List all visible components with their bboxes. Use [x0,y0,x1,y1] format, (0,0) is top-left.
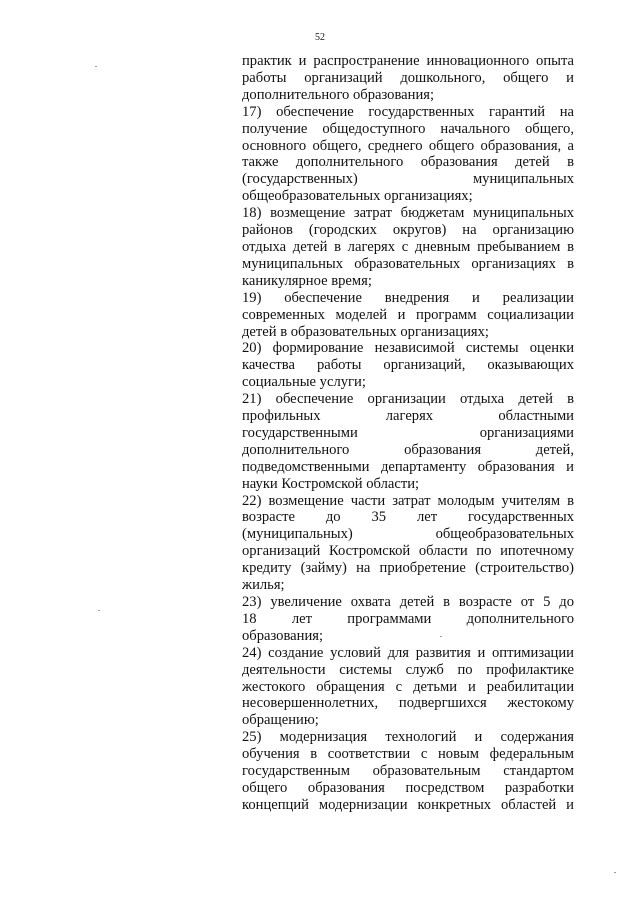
text-line: дополнительного образования; [242,86,435,103]
text-line: основного общего, среднего общего образования, а [242,137,574,154]
text-line: 20) формирование независимой системы оценки [242,340,574,357]
text-line: общего образования посредством разработки [242,779,574,796]
text-line: 21) обеспечение организации отдыха детей в [242,391,574,408]
text-line: также дополнительного образования детей в [242,154,574,171]
text-line: (государственных) муниципальных [242,171,574,188]
text-line: районов (городских округов) на организацию [242,222,574,239]
text-line: государственным образовательным стандартом [242,763,574,780]
text-line: дополнительного образования детей, [242,441,574,458]
text-line: профильных лагерях областными [242,408,574,425]
paragraph [242,290,574,341]
text-line: кредиту (займу) на приобретение (строительство) [242,560,574,577]
text-line: отдыха детей в лагерях с дневным пребыванием в [242,238,574,255]
text-line: концепций модернизации конкретных областей и [242,796,574,813]
paragraph [242,594,574,645]
text-line: получение общедоступного начального общего, [242,120,574,137]
text-line: несовершеннолетних, подвергшихся жестокому [242,695,574,712]
paragraph [242,729,574,814]
document-body [242,53,574,814]
text-line: жестокого обращения с детьми и реабилитации [242,678,574,695]
text-line: 25) модернизация технологий и содержания [242,729,574,746]
text-line: 24) создание условий для развития и оптимизации [242,644,574,661]
text-line: 22) возмещение части затрат молодым учителям в [242,492,574,509]
paragraph [242,645,574,730]
text-line: работы организаций дошкольного, общего и [242,69,574,86]
text-line: практик и распространение инновационного опыта [242,53,574,69]
text-line: качества работы организаций, оказывающих [242,357,574,374]
text-line: 18) возмещение затрат бюджетам муниципальных [242,205,574,222]
scan-speck [614,872,616,873]
text-line: организаций Костромской области по ипотечному [242,543,574,560]
text-line: (муниципальных) общеобразовательных [242,526,574,543]
text-line: 17) обеспечение государственных гарантий на [242,103,574,120]
paragraph [242,391,574,492]
text-line: жилья; [242,577,285,594]
paragraph [242,340,574,391]
text-line: образования; [242,627,324,644]
paragraph [242,104,574,205]
paragraph [242,205,574,290]
page-number: 52 [315,32,325,43]
paragraph [242,53,574,104]
text-line: обучения в соответствии с новым федеральным [242,746,574,763]
scan-speck [95,66,97,67]
text-line: общеобразовательных организациях; [242,188,473,205]
text-line: государственными организациями [242,424,574,441]
text-line: деятельности системы служб по профилактике [242,661,574,678]
paragraph [242,493,574,594]
text-line: подведомственными департаменту образования и [242,458,574,475]
text-line: социальные услуги; [242,374,366,391]
text-line: муниципальных образовательных организациях в [242,255,574,272]
text-line: детей в образовательных организациях; [242,323,489,340]
text-line: обращению; [242,712,319,729]
text-line: современных моделей и программ социализации [242,306,574,323]
text-line: 23) увеличение охвата детей в возрасте от 5 до [242,594,574,610]
scan-speck [440,636,442,637]
text-line: 18 лет программами дополнительного [242,610,574,627]
text-line: каникулярное время; [242,272,372,289]
text-line: 19) обеспечение внедрения и реализации [242,289,574,306]
text-line: науки Костромской области; [242,475,420,492]
text-line: возрасте до 35 лет государственных [242,509,574,526]
scan-speck [98,610,100,611]
